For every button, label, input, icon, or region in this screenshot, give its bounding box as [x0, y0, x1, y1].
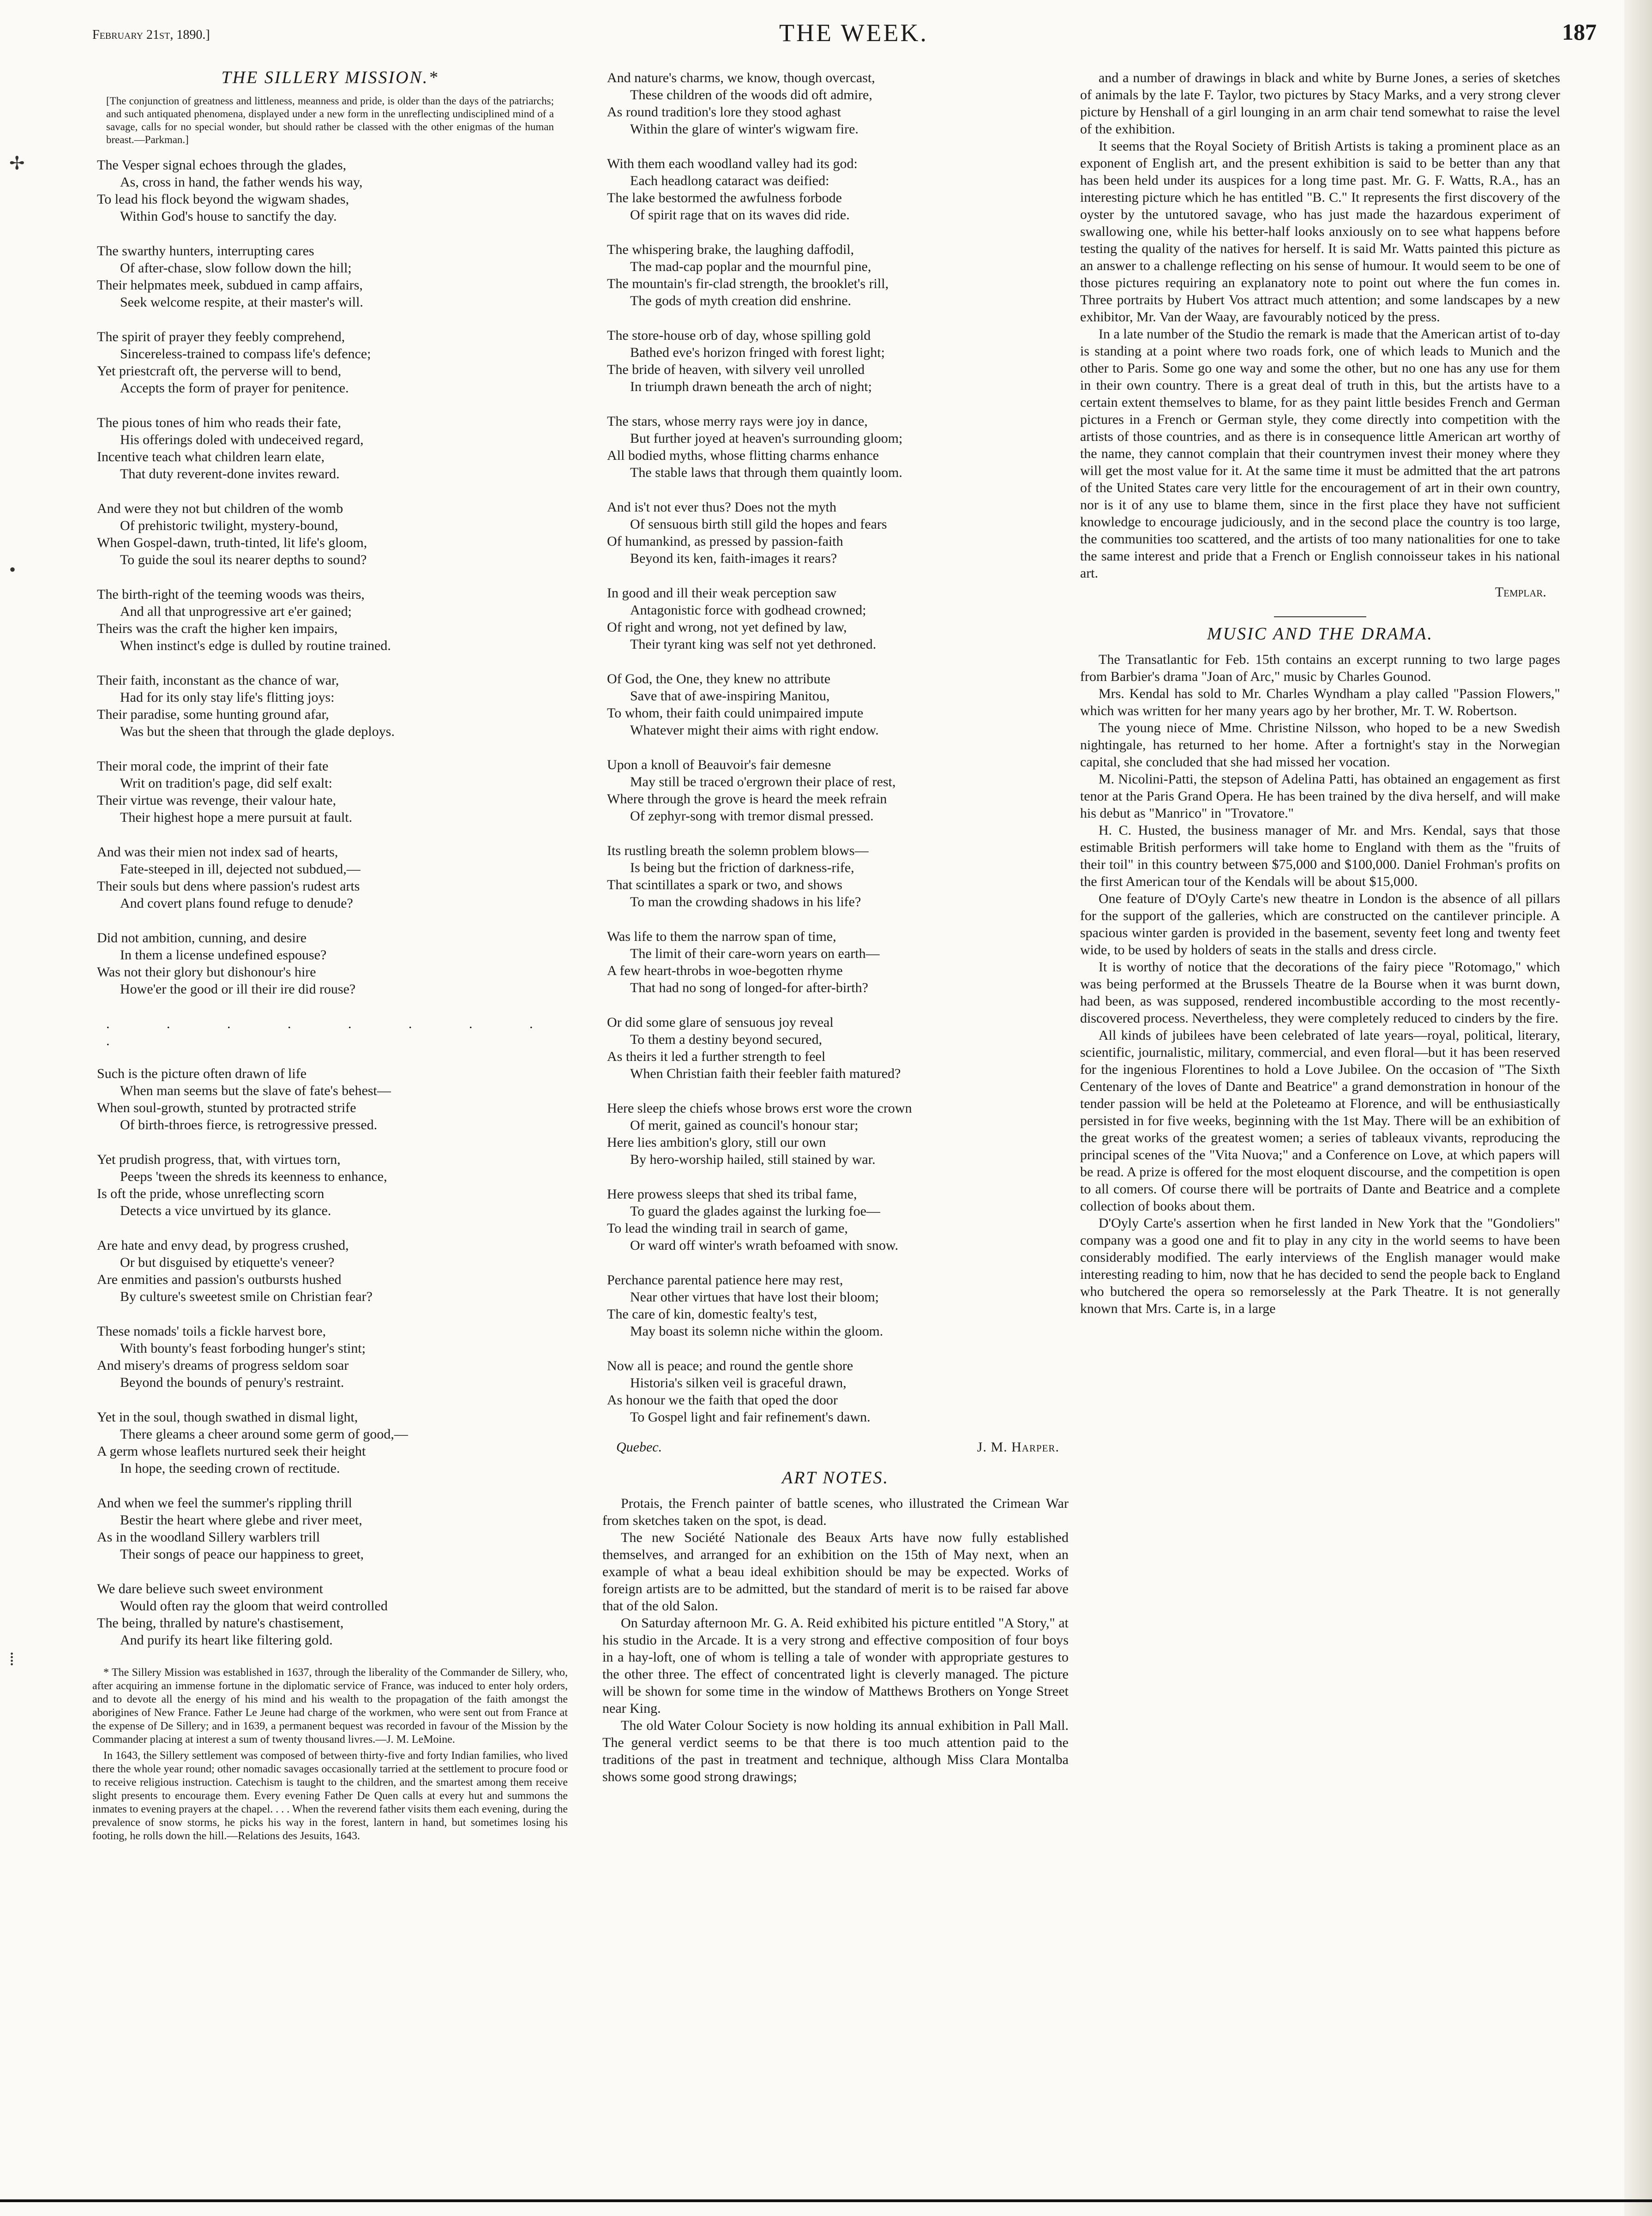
stanza [607, 584, 1069, 653]
poem-line: In good and ill their weak perception saw [607, 585, 837, 601]
poem-line: Here lies ambition's glory, still our own [607, 1135, 826, 1150]
poem-line: Within the glare of winter's wigwam fire. [630, 121, 859, 137]
signature-place: Quebec. [616, 1439, 662, 1455]
poem-epigraph: [The conjunction of greatness and littleness, meanness and pride, is older than the days of the patriarchs; and such antiquated phenomena, displayed under a new form in the unreflecting undisciplined mind of a savage, calls for no special wonder, but should rather be classed with the other enigmas of the human breast.—Parkman.] [106, 95, 554, 145]
poem-line: Their virtue was revenge, their valour hate, [97, 793, 336, 808]
poem-line: These nomads' toils a fickle harvest bore, [97, 1324, 326, 1339]
poem-line: Their faith, inconstant as the chance of war, [97, 673, 339, 688]
stanza [97, 1237, 568, 1305]
page-number: 187 [1562, 19, 1597, 45]
poem-stanzas [92, 157, 568, 998]
poem-line: Of after-chase, slow follow down the hill; [120, 260, 352, 276]
poem-line: Was life to them the narrow span of time, [607, 929, 836, 944]
poem-line: Their tyrant king was self not yet dethroned. [630, 637, 877, 652]
poem-line: As round tradition's lore they stood aghast [607, 104, 841, 120]
poem-line: The stars, whose merry rays were joy in dance, [607, 414, 868, 429]
poem-line: Save that of awe-inspiring Manitou, [630, 688, 830, 704]
poem-line: Theirs was the craft the higher ken impairs, [97, 621, 338, 636]
poem-line: The pious tones of him who reads their fate, [97, 415, 342, 430]
poem-line: And is't not ever thus? Does not the myth [607, 500, 837, 515]
stanza [607, 670, 1069, 739]
stanza [97, 929, 568, 998]
poem-line: Such is the picture often drawn of life [97, 1066, 307, 1081]
poem-line: Their highest hope a mere pursuit at fault. [120, 810, 353, 825]
stanza [97, 500, 568, 568]
bottom-rule [0, 2199, 1652, 2202]
poem-line: Writ on tradition's page, did self exalt: [120, 776, 332, 791]
poem-signature [616, 1439, 1059, 1456]
poem-line: When man seems but the slave of fate's behest— [120, 1083, 391, 1098]
stanza [97, 1580, 568, 1649]
stanza [97, 758, 568, 826]
poem-line: May still be traced o'ergrown their place of rest, [630, 774, 896, 789]
poem-line: The gods of myth creation did enshrine. [630, 293, 852, 308]
poem-line: Of sensuous birth still gild the hopes and fears [630, 517, 887, 532]
poem-line: In hope, the seeding crown of rectitude. [120, 1461, 340, 1476]
poem-line: Antagonistic force with godhead crowned; [630, 602, 866, 618]
stanza [607, 1014, 1069, 1082]
stanza [97, 1494, 568, 1563]
poem-line: Within God's house to sanctify the day. [120, 209, 337, 224]
poem-line: Here prowess sleeps that shed its tribal fame, [607, 1186, 857, 1202]
footnote: * The Sillery Mission was established in 1637, through the liberality of the Commander de Sillery, who, after acquiring an immense fortune in the diplomatic service of France, was induced to enter holy orders, and to devote all the energy of his mind and his wealth to the propagation of the faith amongst the aborigines of New France. Father Le Jeune had charge of the workmen, who were sent out from France at the expense of De Sillery; and in 1639, a permanent bequest was recorded in favour of the Mission by the Commander placing at interest a sum of twenty thousand livres.—J. M. LeMoine. [92, 1667, 568, 1746]
poem-line: The spirit of prayer they feebly comprehend, [97, 329, 345, 344]
poem-line: To guard the glades against the lurking foe— [630, 1204, 880, 1219]
stanza [97, 586, 568, 654]
poem-line: Beyond the bounds of penury's restraint. [120, 1375, 344, 1390]
stanza [97, 843, 568, 912]
stanza [97, 672, 568, 740]
stanza [607, 155, 1069, 223]
section-title-music-drama: MUSIC AND THE DRAMA. [1207, 624, 1433, 644]
poem-line: Perchance parental patience here may rest, [607, 1272, 843, 1288]
ellipsis-row: . . . . . . . . . [106, 1016, 560, 1048]
poem-title: THE SILLERY MISSION.* [221, 68, 439, 87]
poem-line: Sincereless-trained to compass life's defence; [120, 346, 371, 361]
poem-line: Their moral code, the imprint of their fate [97, 759, 329, 774]
poem-line: The Vesper signal echoes through the glades, [97, 157, 347, 173]
poem-line: Yet in the soul, though swathed in dismal light, [97, 1409, 358, 1425]
poem-line: Fate-steeped in ill, dejected not subdued,— [120, 861, 360, 877]
poem-line: These children of the woods did oft admire, [630, 87, 872, 102]
poem-line: And covert plans found refuge to denude? [120, 896, 353, 911]
poem-line: Beyond its ken, faith-images it rears? [630, 551, 837, 566]
stanza [607, 1357, 1069, 1426]
poem-line: Seek welcome respite, at their master's will. [120, 295, 363, 310]
paragraph: The young niece of Mme. Christine Nilsson, who hoped to be a new Swedish nightingale, has returned to her home. After a fortnight's stay in the Norwegian capital, she concluded that she had missed her vocation. [1080, 720, 1560, 770]
poem-line: The stable laws that through them quaintly loom. [630, 465, 902, 480]
poem-line: Of spirit rage that on its waves did ride. [630, 207, 850, 223]
poem-line: Their helpmates meek, subdued in camp affairs, [97, 277, 363, 293]
poem-line: To Gospel light and fair refinement's dawn. [630, 1409, 871, 1425]
poem-line: As, cross in hand, the father wends his way, [120, 175, 363, 190]
poem-line: Or did some glare of sensuous joy reveal [607, 1015, 834, 1030]
poem-line: And nature's charms, we know, though overcast, [607, 70, 875, 85]
poem-line: Incentive teach what children learn elate, [97, 449, 325, 464]
paragraph: M. Nicolini-Patti, the stepson of Adelina Patti, has obtained an engagement as first tenor at the Paris Grand Opera. He has been trained by the diva herself, and will make his debut as "Manrico" in "Trovatore." [1080, 771, 1560, 821]
poem-line: Would often ray the gloom that weird controlled [120, 1598, 388, 1614]
poem-line: That had no song of longed-for after-birth? [630, 980, 868, 995]
poem-line: Near other virtues that have lost their bloom; [630, 1289, 879, 1305]
poem-line: In them a license undefined espouse? [120, 947, 327, 963]
poem-line: To lead the winding trail in search of game, [607, 1221, 848, 1236]
poem-line: Where through the grove is heard the meek refrain [607, 791, 887, 807]
stanza [607, 69, 1069, 138]
paragraph: Mrs. Kendal has sold to Mr. Charles Wyndham a play called "Passion Flowers," which was written for her many years ago by her brother, Mr. T. W. Robertson. [1080, 686, 1560, 718]
paragraph: On Saturday afternoon Mr. G. A. Reid exhibited his picture entitled "A Story," at his studio in the Arcade. It is a very strong and effective composition of four boys in a hay-loft, one of whom is telling a tale of wonder with appropriate gestures to the other three. The effect of concentrated light is cleverly managed. The picture will be shown for some time in the window of Matthews Brothers on Yonge Street near King. [602, 1615, 1069, 1716]
stanza [97, 242, 568, 311]
paragraph: The new Société Nationale des Beaux Arts have now fully established themselves, and arranged for an exhibition on the 15th of May next, when an example of what a beau ideal exhibition should be may be expected. Works of foreign artists are to be admitted, but the standard of merit is to be raised far above that of the old Salon. [602, 1530, 1069, 1614]
poem-line: Now all is peace; and round the gentle shore [607, 1358, 853, 1373]
poem-line: To guide the soul its nearer depths to sound? [120, 552, 367, 567]
stanza [607, 241, 1069, 309]
stanza [607, 756, 1069, 825]
poem-line: A germ whose leaflets nurtured seek their height [97, 1444, 366, 1459]
poem-line: Was not their glory but dishonour's hire [97, 964, 316, 980]
poem-line: The mad-cap poplar and the mournful pine, [630, 259, 871, 274]
stanza [97, 1323, 568, 1391]
stanza [607, 928, 1069, 996]
poem-line: Yet priestcraft oft, the perverse will to bend, [97, 363, 342, 379]
stanza [607, 499, 1069, 567]
column-2 [602, 69, 1069, 1785]
poem-line: With them each woodland valley had its god: [607, 156, 858, 171]
poem-line: And purify its heart like filtering gold. [120, 1632, 333, 1648]
stanza [97, 1409, 568, 1477]
column-3 [1080, 69, 1560, 1317]
poem-line: Their souls but dens where passion's rudest arts [97, 879, 360, 894]
poem-stanzas-continued [92, 1065, 568, 1649]
poem-line: Was but the sheen that through the glade deploys. [120, 724, 395, 739]
stanza [607, 1271, 1069, 1340]
poem-line: Of right and wrong, not yet defined by law, [607, 620, 847, 635]
poem-line: There gleams a cheer around some germ of good,— [120, 1427, 408, 1442]
art-notes-continued [1080, 69, 1560, 582]
poem-line: That scintillates a spark or two, and shows [607, 877, 842, 892]
poem-line: To man the crowding shadows in his life? [630, 894, 861, 909]
poem-line: When soul-growth, stunted by protracted strife [97, 1100, 356, 1115]
poem-line: That duty reverent-done invites reward. [120, 466, 340, 482]
page-edge-shadow [1624, 0, 1652, 2216]
poem-line: And all that unprogressive art e'er gained; [120, 604, 352, 619]
poem-line: Upon a knoll of Beauvoir's fair demesne [607, 757, 831, 772]
poem-line: The store-house orb of day, whose spilling gold [607, 328, 871, 343]
paragraph: D'Oyly Carte's assertion when he first landed in New York that the "Gondoliers" company was a good one and fit to play in any city in the world seems to have been considerably modified. The early interviews of the English manager would make interesting reading to him, now that he has decided to send the people back to England who butchered the opera so remorselessly at the Park Theatre. It is not generally known that Mrs. Carte is, in a large [1080, 1216, 1560, 1316]
poem-line: Or ward off winter's wrath befoamed with snow. [630, 1238, 899, 1253]
paragraph: It is worthy of notice that the decorations of the fairy piece "Rotomago," which was being performed at the Brussels Theatre de la Bourse when it was burnt down, had been, as was supposed, rendered incombustible according to the most recently-discovered process. Nevertheless, they were completely reduced to cinders by the fire. [1080, 959, 1560, 1026]
stanza [97, 157, 568, 225]
paragraph: and a number of drawings in black and white by Burne Jones, a series of sketches of animals by the late F. Taylor, two pictures by Stacy Marks, and a very strong clever picture by Henshall of a girl lounging in an arm chair tend somewhat to raise the level of the exhibition. [1080, 70, 1560, 137]
poem-line: The bride of heaven, with silvery veil unrolled [607, 362, 865, 377]
paragraph: The Transatlantic for Feb. 15th contains an excerpt running to two large pages from Barbier's drama "Joan of Arc," music by Charles Gounod. [1080, 652, 1560, 684]
art-notes-body [602, 1495, 1069, 1785]
poem-line: As honour we the faith that oped the door [607, 1392, 838, 1408]
poem-line: A few heart-throbs in woe-begotten rhyme [607, 963, 843, 978]
paragraph: It seems that the Royal Society of British Artists is taking a prominent place as an exponent of English art, and the present exhibition is said to be better than any that has been held under its auspices for a long time past. Mr. G. F. Watts, R.A., has an interesting picture which he has entitled "B. C." It represents the first discovery of the oyster by the untutored savage, who has just made the hazardous experiment of swallowing one, while his better-half looks anxiously on to see what happens before testing the quality of the natives for herself. It is said Mr. Watts painted this picture as an answer to a challenge reflecting on his sense of humour. It would seem to be one of those pictures requiring an explanatory note to point out where the fun comes in. Three portraits by Hubert Vos attract much attention; and some landscapes by a new exhibitor, Mr. Van der Waay, are favourably noticed by the press. [1080, 138, 1560, 325]
poem-line: With bounty's feast forboding hunger's stint; [120, 1341, 366, 1356]
poem-line: Of humankind, as pressed by passion-faith [607, 534, 843, 549]
poem-line: Its rustling breath the solemn problem blows— [607, 843, 869, 858]
column-1 [92, 69, 568, 1846]
poem-line: Their songs of peace our happiness to greet, [120, 1547, 364, 1562]
poem-line: As theirs it led a further strength to feel [607, 1049, 826, 1064]
stanza [607, 413, 1069, 481]
paragraph: One feature of D'Oyly Carte's new theatre in London is the absence of all pillars for the support of the galleries, which are constructed on the cantilever principle. A spacious winter garden is provided in the basement, seventy feet long and twenty feet wide, to be used by holders of seats in the stalls and dress circle. [1080, 891, 1560, 957]
poem-line: Peeps 'tween the shreds its keenness to enhance, [120, 1169, 387, 1184]
poem-line: Historia's silken veil is graceful drawn, [630, 1375, 847, 1391]
poem-line: The limit of their care-worn years on earth— [630, 946, 880, 961]
paragraph: The old Water Colour Society is now holding its annual exhibition in Pall Mall. The general verdict seems to be that there is too much attention paid to the traditions of the past in treatment and technique, although Miss Clara Montalba shows some good strong drawings; [602, 1718, 1069, 1784]
poem-line: In triumph drawn beneath the arch of night; [630, 379, 872, 394]
poem-line: All bodied myths, whose flitting charms enhance [607, 448, 879, 463]
poem-line: Are hate and envy dead, by progress crushed, [97, 1238, 349, 1253]
poem-line: Whatever might their aims with right endow. [630, 723, 879, 738]
poem-line: Had for its only stay life's flitting joys: [120, 690, 335, 705]
section-title-art-notes: ART NOTES. [781, 1468, 889, 1487]
poem-line: And were they not but children of the womb [97, 501, 343, 516]
paragraph: In a late number of the Studio the remark is made that the American artist of to-day is standing at a point where two roads fork, one of which leads to Munich and the other to Paris. Some go one way and some the other, but no one has any use for them in their own country. There is a great deal of truth in this, but the artists have to a certain extent themselves to blame, for as they paint little besides French and German pictures in a French or German style, they come directly into competition with the artists of those countries, and as there is in consequence little American art worthy of the name, they cannot complain that their countrymen invest their money where they will get the most value for it. At the same time it must be admitted that the art patrons of the United States care very little for the encouragement of art in their own country, nor is it of any use to blame them, since in the first place they have not sufficient knowledge to encourage judiciously, and in the second place the country is too large, the communities too scattered, and the artists of too many nationalities for one to take the same interest and pride that a French or English connoisseur takes in his national art. [1080, 326, 1560, 581]
stanza [607, 1100, 1069, 1168]
poem-line: Of zephyr-song with tremor dismal pressed. [630, 808, 874, 824]
poem-line: Is being but the friction of darkness-rife, [630, 860, 854, 875]
issue-date: February 21st, 1890.] [92, 28, 210, 42]
poem-line: To them a destiny beyond secured, [630, 1032, 823, 1047]
paragraph: All kinds of jubilees have been celebrated of late years—royal, political, literary, scientific, journalistic, military, commercial, and even floral—but it has been reserved for the ingenious Florentines to hold a Love Jubilee. On the occasion of "The Sixth Centenary of the loves of Dante and Beatrice" a grand demonstration in honour of the tender passion will be held at the Poleteamo at Florence, and will be enthusiastically persisted in for five weeks, beginning with the 1st May. There will be an exhibition of the great works of the greatest women; a series of tableaux vivants, reproducing the principal scenes of the "Vita Nuova;" and a Conference on Love, at which papers will be read. A prize is offered for the most eloquent discourse, and the competition is open to all comers. Of course there will be portraits of Dante and Beatrice and a complete collection of books about them. [1080, 1028, 1560, 1214]
poem-line: The whispering brake, the laughing daffodil, [607, 242, 854, 257]
poem-line: Accepts the form of prayer for penitence. [120, 380, 349, 396]
poem-line: Is oft the pride, whose unreflecting scorn [97, 1186, 324, 1201]
byline: Templar. [1495, 584, 1546, 600]
poem-line: And misery's dreams of progress seldom soar [97, 1358, 349, 1373]
poem-line: The lake bestormed the awfulness forbode [607, 190, 842, 205]
poem-line: To whom, their faith could unimpaired impute [607, 705, 864, 721]
poem-line: And was their mien not index sad of hearts, [97, 844, 338, 860]
section-divider [1274, 616, 1366, 617]
poem-line: Howe'er the good or ill their ire did rouse? [120, 982, 356, 997]
poem-line: The being, thralled by nature's chastisement, [97, 1615, 344, 1631]
poem-line: Bestir the heart where glebe and river meet, [120, 1512, 362, 1528]
poem-line: Are enmities and passion's outbursts hushed [97, 1272, 342, 1287]
poem-line: Detects a vice unvirtued by its glance. [120, 1203, 331, 1218]
poem-line: Of birth-throes fierce, is retrogressive pressed. [120, 1117, 378, 1132]
stanza [97, 328, 568, 397]
margin-mark: • [9, 559, 16, 580]
stanza [97, 1151, 568, 1219]
poem-line: The birth-right of the teeming woods was theirs, [97, 587, 365, 602]
paragraph: Protais, the French painter of battle scenes, who illustrated the Crimean War from sketches taken on the spot, is dead. [602, 1496, 1069, 1528]
paragraph: H. C. Husted, the business manager of Mr. and Mrs. Kendal, says that those estimable British performers will take home to England with them as the "fruits of their toil" in this country between $75,000 and $100,000. Daniel Frohman's profits on the first American tour of the Kendals will be about $15,000. [1080, 823, 1560, 889]
poem-line: And when we feel the summer's rippling thrill [97, 1495, 352, 1511]
poem-line: When Christian faith their feebler faith matured? [630, 1066, 901, 1081]
poem-stanzas-continued [602, 69, 1069, 1426]
poem-line: Or but disguised by etiquette's veneer? [120, 1255, 335, 1270]
publication-title: THE WEEK. [779, 19, 928, 47]
poem-line: Of prehistoric twilight, mystery-bound, [120, 518, 338, 533]
poem-line: Their paradise, some hunting ground afar, [97, 707, 329, 722]
poem-line: Bathed eve's horizon fringed with forest light; [630, 345, 885, 360]
poem-line: By culture's sweetest smile on Christian fear? [120, 1289, 372, 1304]
poem-line: When Gospel-dawn, truth-tinted, lit life's gloom, [97, 535, 367, 550]
margin-mark: ⁞ [9, 1649, 15, 1669]
music-drama-body [1080, 651, 1560, 1317]
poem-line: As in the woodland Sillery warblers trill [97, 1530, 320, 1545]
margin-mark: ✢ [9, 153, 25, 174]
poem-line: His offerings doled with undeceived regard, [120, 432, 364, 447]
footnote: In 1643, the Sillery settlement was composed of between thirty-five and forty Indian families, who lived there the whole year round; other nomadic savages occasionally tarried at the settlement to procure food or to receive religious instruction. Catechism is taught to the children, and the smartest among them receive slight presents to encourage them. Every evening Father De Quen calls at every hut and summons the inmates to evening prayers at the chapel. . . . When the reverend father visits them each evening, during the prevalence of snow storms, he picks his way in the forest, lantern in hand, but sometimes losing his footing, he rolls down the hill.—Relations des Jesuits, 1643. [92, 1750, 568, 1842]
stanza [607, 1186, 1069, 1254]
poem-line: The mountain's fir-clad strength, the brooklet's rill, [607, 276, 889, 291]
stanza [97, 1065, 568, 1133]
poem-line: When instinct's edge is dulled by routine trained. [120, 638, 391, 653]
poem-line: Here sleep the chiefs whose brows erst wore the crown [607, 1101, 912, 1116]
poem-line: Did not ambition, cunning, and desire [97, 930, 307, 945]
masthead [92, 18, 1615, 51]
poem-line: May boast its solemn niche within the gloom. [630, 1324, 883, 1339]
poem-line: The care of kin, domestic fealty's test, [607, 1307, 817, 1322]
poem-line: Of merit, gained as council's honour star; [630, 1118, 859, 1133]
poem-line: Each headlong cataract was deified: [630, 173, 829, 188]
poem-line: But further joyed at heaven's surrounding gloom; [630, 431, 903, 446]
poem-line: To lead his flock beyond the wigwam shades, [97, 192, 349, 207]
stanza [97, 414, 568, 482]
poem-line: Of God, the One, they knew no attribute [607, 671, 831, 686]
stanza [607, 842, 1069, 910]
poem-line: We dare believe such sweet environment [97, 1581, 323, 1596]
poem-line: By hero-worship hailed, still stained by war. [630, 1152, 876, 1167]
signature-author: J. M. Harper. [977, 1439, 1059, 1455]
poem-line: The swarthy hunters, interrupting cares [97, 243, 314, 259]
poem-line: Yet prudish progress, that, with virtues torn, [97, 1152, 341, 1167]
stanza [607, 327, 1069, 395]
